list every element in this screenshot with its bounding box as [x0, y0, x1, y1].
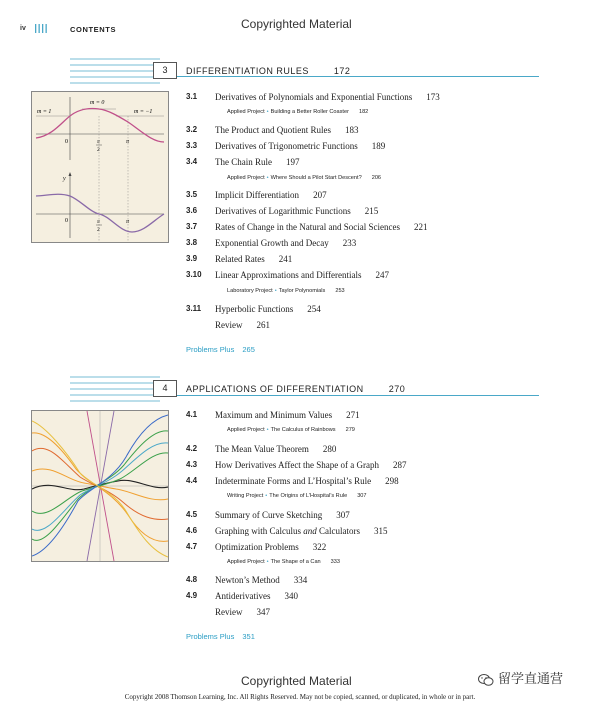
- toc-project[interactable]: Applied Project • Building a Better Roller Coaster 182: [227, 109, 369, 115]
- section-title-italic: and: [303, 526, 317, 536]
- toc-project[interactable]: Applied Project • Where Should a Pilot Start Descent? 206: [227, 175, 382, 181]
- label-pi-over-2-bottom-den: 2: [97, 227, 100, 233]
- chapter-title[interactable]: [186, 66, 350, 76]
- section-page: 197: [286, 157, 300, 167]
- section-title: Summary of Curve Sketching: [215, 510, 323, 520]
- section-page: 271: [346, 410, 360, 420]
- wechat-label: 留学直通营: [498, 672, 564, 687]
- chapter-rule: [177, 76, 539, 77]
- project-label: Writing Project: [227, 493, 264, 499]
- section-number: 4.8: [186, 575, 198, 584]
- chapter-rule: [177, 395, 539, 396]
- chapter-title-text: APPLICATIONS OF DIFFERENTIATION: [186, 384, 364, 394]
- section-title: Rates of Change in the Natural and Social Sciences: [215, 222, 400, 232]
- project-title: Taylor Polynomials: [278, 288, 326, 294]
- project-page: 182: [358, 109, 369, 115]
- section-number: 3.3: [186, 141, 198, 150]
- section-page: 287: [393, 460, 407, 470]
- label-pi-bottom: π: [126, 219, 130, 225]
- problems-plus[interactable]: [186, 345, 255, 354]
- chapter-stripes-4: [70, 374, 160, 404]
- section-number: 4.5: [186, 510, 198, 519]
- chapter-title[interactable]: [186, 384, 405, 394]
- chapter-stripes-3: [70, 56, 160, 86]
- section-page: 221: [413, 222, 428, 232]
- wechat-icon: [478, 673, 494, 687]
- section-page: 254: [307, 304, 321, 314]
- project-page: 307: [357, 493, 367, 499]
- project-label: Applied Project: [227, 427, 265, 433]
- label-zero-top: 0: [65, 139, 68, 145]
- label-y: y: [63, 176, 66, 182]
- section-title: Implicit Differentiation: [215, 190, 300, 200]
- section-number: 4.9: [186, 591, 198, 600]
- section-title: The Mean Value Theorem: [215, 444, 309, 454]
- section-title: Derivatives of Logarithmic Functions: [215, 206, 351, 216]
- toc-project[interactable]: Applied Project • The Shape of a Can 333: [227, 559, 341, 565]
- label-pi-over-2-top-num: π: [97, 139, 100, 145]
- chapter-figure-sine-derivative: [31, 91, 169, 243]
- section-title: Related Rates: [215, 254, 265, 264]
- problems-plus[interactable]: [186, 632, 255, 641]
- header-bars-icon: [34, 24, 48, 33]
- section-title: Newton’s Method: [215, 575, 280, 585]
- section-page: 189: [371, 141, 386, 151]
- label-m-1: m = 1: [37, 109, 52, 115]
- problems-plus-label: Problems Plus: [186, 632, 235, 641]
- section-page: 207: [313, 190, 327, 200]
- project-page: 333: [330, 559, 341, 565]
- section-number: 3.11: [186, 304, 202, 313]
- section-title: How Derivatives Affect the Shape of a Graph: [215, 460, 380, 470]
- label-m-neg1: m = −1: [134, 109, 153, 115]
- watermark-top: Copyrighted Material: [241, 17, 352, 31]
- section-title: Optimization Problems: [215, 542, 299, 552]
- project-title: Where Should a Pilot Start Descent?: [270, 175, 362, 181]
- section-page: 307: [336, 510, 350, 520]
- section-page: 173: [426, 92, 440, 102]
- section-number: 4.4: [186, 476, 198, 485]
- toc-project[interactable]: Laboratory Project • Taylor Polynomials 253: [227, 288, 345, 294]
- chapter-page: 172: [333, 66, 351, 76]
- section-page: 334: [293, 575, 308, 585]
- section-title: The Product and Quotient Rules: [215, 125, 331, 135]
- section-number: 4.2: [186, 444, 198, 453]
- section-number: 3.6: [186, 206, 198, 215]
- section-page: 280: [322, 444, 337, 454]
- section-page: 315: [374, 526, 388, 536]
- section-title: The Chain Rule: [215, 157, 272, 167]
- section-title: Exponential Growth and Decay: [215, 238, 329, 248]
- section-number: 3.10: [186, 270, 202, 279]
- project-page: 206: [371, 175, 382, 181]
- section-title: Indeterminate Forms and L’Hospital’s Rule: [215, 476, 372, 486]
- section-title: Derivatives of Polynomials and Exponential Functions: [215, 92, 413, 102]
- toc-project[interactable]: Applied Project • The Calculus of Rainbows 279: [227, 427, 355, 433]
- copyright-notice: Copyright 2008 Thomson Learning, Inc. All Rights Reserved. May not be copied, scanned, or duplicated, in whole or in part.: [124, 693, 476, 701]
- section-number: 3.2: [186, 125, 198, 134]
- section-page: 215: [364, 206, 379, 216]
- section-number: 4.1: [186, 410, 198, 419]
- section-number: 3.1: [186, 92, 198, 101]
- toc-project[interactable]: Writing Project • The Origins of L’Hospital’s Rule 307: [227, 493, 367, 499]
- section-page: 183: [344, 125, 359, 135]
- section-page: 261: [256, 320, 270, 330]
- section-page: 340: [284, 591, 298, 601]
- problems-plus-label: Problems Plus: [186, 345, 235, 354]
- page-number: iv: [20, 25, 26, 32]
- section-title: Maximum and Minimum Values: [215, 410, 333, 420]
- watermark-bottom: Copyrighted Material: [241, 674, 352, 688]
- section-number: 4.6: [186, 526, 198, 535]
- project-title: The Origins of L’Hospital’s Rule: [269, 493, 348, 499]
- project-label: Laboratory Project: [227, 288, 273, 294]
- section-page: 298: [385, 476, 399, 486]
- section-title: Review: [215, 320, 243, 330]
- section-number: 3.8: [186, 238, 198, 247]
- section-number: 3.5: [186, 190, 198, 199]
- section-page: 247: [375, 270, 390, 280]
- chapter-figure-function-family: [31, 410, 169, 562]
- section-number: 3.4: [186, 157, 198, 166]
- project-page: 253: [335, 288, 345, 294]
- label-m-0: m = 0: [90, 100, 105, 106]
- running-header-title: CONTENTS: [70, 25, 117, 34]
- project-label: Applied Project: [227, 559, 265, 565]
- section-title-b: Calculators: [316, 526, 360, 536]
- section-title: Linear Approximations and Differentials: [215, 270, 362, 280]
- project-title: The Shape of a Can: [270, 559, 321, 565]
- problems-plus-page: 265: [242, 345, 255, 354]
- section-page: 347: [256, 607, 270, 617]
- project-title: The Calculus of Rainbows: [270, 427, 336, 433]
- section-title: Review: [215, 607, 243, 617]
- label-pi-over-2-bottom-num: π: [97, 219, 100, 225]
- label-pi-over-2-top-den: 2: [97, 147, 100, 153]
- label-zero-bottom: 0: [65, 218, 68, 224]
- chapter-title-text: DIFFERENTIATION RULES: [186, 66, 309, 76]
- chapter-number-box: 3: [153, 62, 177, 79]
- chapter-page: 270: [388, 384, 406, 394]
- section-title: Derivatives of Trigonometric Functions: [215, 141, 358, 151]
- section-title: Hyperbolic Functions: [215, 304, 294, 314]
- section-number: 3.7: [186, 222, 198, 231]
- project-label: Applied Project: [227, 175, 265, 181]
- section-page: 233: [342, 238, 357, 248]
- section-page: 322: [312, 542, 327, 552]
- project-label: Applied Project: [227, 109, 265, 115]
- section-number: 4.3: [186, 460, 198, 469]
- chapter-number-box: 4: [153, 380, 177, 397]
- section-title-a: Graphing with Calculus: [215, 526, 304, 536]
- label-pi-top: π: [126, 139, 130, 145]
- section-number: 4.7: [186, 542, 198, 551]
- problems-plus-page: 351: [242, 632, 255, 641]
- section-page: 241: [278, 254, 293, 264]
- wechat-badge: [478, 668, 563, 687]
- project-page: 279: [345, 427, 355, 433]
- section-title: Antiderivatives: [215, 591, 271, 601]
- section-number: 3.9: [186, 254, 198, 263]
- project-title: Building a Better Roller Coaster: [270, 109, 349, 115]
